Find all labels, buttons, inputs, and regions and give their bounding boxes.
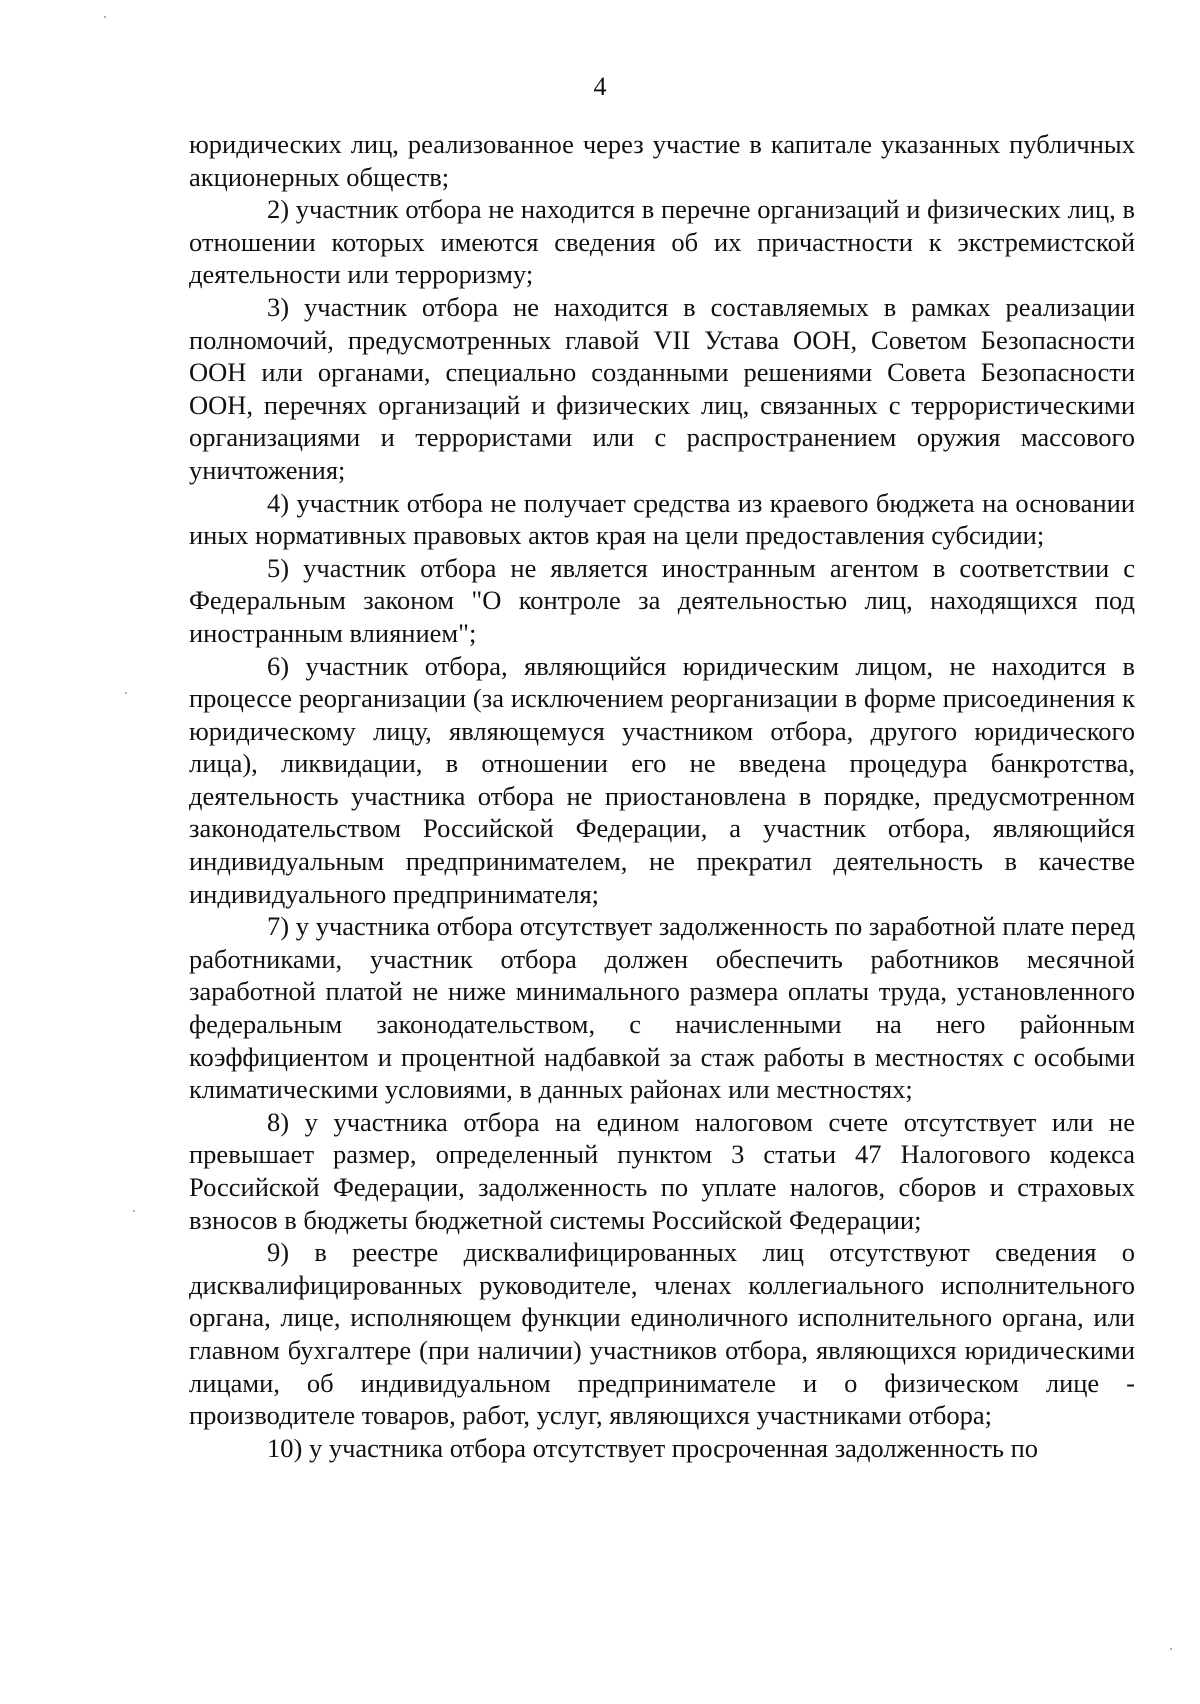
scan-speck xyxy=(125,692,127,694)
scan-speck xyxy=(133,1210,135,1212)
list-item-3: 3) участник отбора не находится в составляемых в рамках реализации полномочий, предусмотренных главой VII Устава ООН, Советом Безопасности ООН или органами, специально созданными решениями Совета Безопасности ООН, перечнях организаций и физических лиц, связанных с террористическими организациями и террористами или с распространением оружия массового уничтожения; xyxy=(189,291,1135,485)
scan-speck xyxy=(1170,1648,1172,1650)
list-item-6: 6) участник отбора, являющийся юридическим лицом, не находится в процессе реорганизации (за исключением реорганизации в форме присоединения к юридическому лицу, являющемуся участником отбора, другого юридического лица), ликвидации, в отношении его не введена процедура банкротства, деятельность участника отбора не приостановлена в порядке, предусмотренном законодательством Российской Федерации, а участник отбора, являющийся индивидуальным предпринимателем, не прекратил деятельность в качестве индивидуального предпринимателя; xyxy=(189,650,1135,909)
list-item-8: 8) у участника отбора на едином налоговом счете отсутствует или не превышает размер, определенный пунктом 3 статьи 47 Налогового кодекса Российской Федерации, задолженность по уплате налогов, сборов и страховых взносов в бюджеты бюджетной системы Российской Федерации; xyxy=(189,1106,1135,1235)
list-item-9: 9) в реестре дисквалифицированных лиц отсутствуют сведения о дисквалифицированных руководителе, членах коллегиального исполнительного органа, лице, исполняющем функции единоличного исполнительного органа, или главном бухгалтере (при наличии) участников отбора, являющихся юридическими лицами, об индивидуальном предпринимателе и о физическом лице - производителе товаров, работ, услуг, являющихся участниками отбора; xyxy=(189,1237,1135,1431)
paragraph-continuation: юридических лиц, реализованное через участие в капитале указанных публичных акционерных обществ; xyxy=(189,129,1135,192)
list-item-10: 10) у участника отбора отсутствует просроченная задолженность по xyxy=(267,1432,1039,1463)
list-item-4: 4) участник отбора не получает средства из краевого бюджета на основании иных нормативных правовых актов края на цели предоставления субсидии; xyxy=(189,487,1135,551)
list-item-2: 2) участник отбора не находится в перечне организаций и физических лиц, в отношении которых имеются сведения об их причастности к экстремистской деятельности или терроризму; xyxy=(189,194,1135,290)
document-body xyxy=(189,128,1135,1464)
scan-speck xyxy=(104,16,106,18)
list-item-5: 5) участник отбора не является иностранным агентом в соответствии с Федеральным законом "О контроле за деятельностью лиц, находящихся под иностранным влиянием"; xyxy=(189,552,1135,648)
page-number: 4 xyxy=(593,72,607,101)
list-item-7: 7) у участника отбора отсутствует задолженность по заработной плате перед работниками, участник отбора должен обеспечить работников месячной заработной платой не ниже минимального размера оплаты труда, установленного федеральным законодательством, с начисленными на него районным коэффициентом и процентной надбавкой за стаж работы в местностях с особыми климатическими условиями, в данных районах или местностях; xyxy=(189,911,1135,1105)
